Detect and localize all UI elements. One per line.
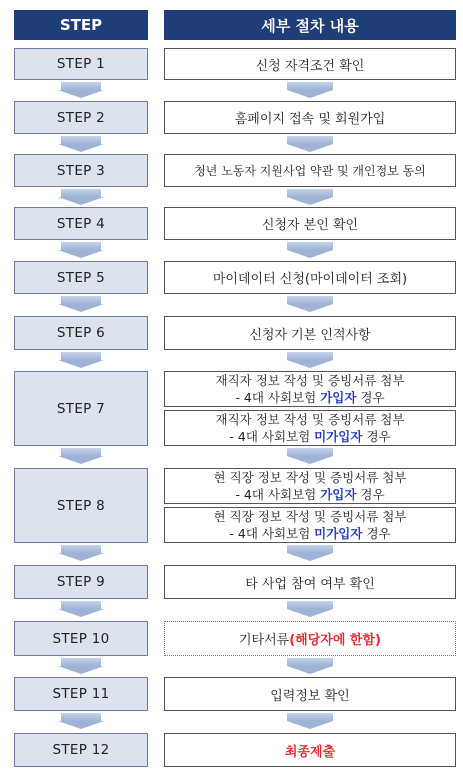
down-arrow-icon [287,448,333,456]
step-5-desc: 마이데이터 신청(마이데이터 조회) [164,261,456,294]
insured-highlight: 가입자 [320,487,357,502]
down-arrow-icon [287,82,333,90]
step-8-desc-insured [164,468,456,504]
down-arrow-head-icon [287,553,333,561]
down-arrow-head-icon [287,304,333,312]
down-arrow-head-icon [58,721,104,729]
down-arrow-head-icon [287,721,333,729]
step-7-desc-insured [164,371,456,407]
down-arrow-icon [287,136,333,144]
step-7-desc-insured-line1: 재직자 정보 작성 및 증빙서류 첨부 [215,373,405,388]
down-arrow-head-icon [287,144,333,152]
down-arrow-head-icon [287,90,333,98]
down-arrow-icon [287,352,333,360]
step-9-label: STEP 9 [14,565,148,599]
uninsured-highlight: 미가입자 [314,526,363,541]
down-arrow-head-icon [58,250,104,258]
insured-prefix: - 4대 사회보험 [235,487,321,502]
uninsured-suffix: 경우 [362,429,391,444]
down-arrow-icon [61,242,101,250]
step-8-desc-uninsured [164,507,456,543]
down-arrow-icon [61,296,101,304]
step-8-desc-insured-line1: 현 직장 정보 작성 및 증빙서류 첨부 [213,470,407,485]
step-10-desc [164,621,456,656]
step-2-desc: 홈페이지 접속 및 회원가입 [164,101,456,134]
detail-column-header: 세부 절차 내용 [164,10,456,40]
step-column-header: STEP [14,10,148,40]
step-8-desc-uninsured-line2 [229,525,390,542]
step-11-desc: 입력정보 확인 [164,677,456,711]
step-11-label: STEP 11 [14,677,148,711]
down-arrow-icon [287,242,333,250]
step-10-label: STEP 10 [14,621,148,656]
down-arrow-head-icon [58,456,104,464]
uninsured-prefix: - 4대 사회보험 [229,526,315,541]
down-arrow-icon [61,352,101,360]
down-arrow-icon [287,658,333,666]
step-8-desc-uninsured-line1: 현 직장 정보 작성 및 증빙서류 첨부 [213,509,407,524]
step-1-label: STEP 1 [14,48,148,80]
step-12-desc-highlight: 최종제출 [284,744,336,760]
step-7-desc-uninsured-line2 [229,428,390,445]
step-5-label: STEP 5 [14,261,148,294]
step-6-label: STEP 6 [14,316,148,350]
down-arrow-head-icon [58,360,104,368]
insured-suffix: 경우 [356,487,385,502]
down-arrow-head-icon [58,144,104,152]
down-arrow-icon [287,189,333,197]
step-7-label: STEP 7 [14,371,148,446]
step-6-desc: 신청자 기본 인적사항 [164,316,456,350]
step-8-label: STEP 8 [14,468,148,543]
uninsured-suffix: 경우 [362,526,391,541]
step-12-label: STEP 12 [14,733,148,767]
step-8-desc-insured-line2 [235,486,384,503]
down-arrow-head-icon [287,609,333,617]
down-arrow-icon [61,136,101,144]
down-arrow-head-icon [287,666,333,674]
down-arrow-icon [61,658,101,666]
step-10-desc-text: 기타서류 [239,633,290,648]
step-10-desc-highlight: (해당자에 한함) [289,633,381,648]
down-arrow-head-icon [58,90,104,98]
down-arrow-head-icon [287,197,333,205]
down-arrow-icon [61,545,101,553]
insured-prefix: - 4대 사회보험 [235,390,321,405]
down-arrow-icon [287,545,333,553]
step-4-label: STEP 4 [14,207,148,240]
step-3-label: STEP 3 [14,154,148,187]
step-3-desc: 청년 노동자 지원사업 약관 및 개인정보 동의 [164,154,456,187]
step-7-desc-uninsured [164,410,456,446]
down-arrow-head-icon [58,553,104,561]
step-4-desc: 신청자 본인 확인 [164,207,456,240]
step-9-desc: 타 사업 참여 여부 확인 [164,565,456,599]
insured-suffix: 경우 [356,390,385,405]
down-arrow-icon [61,713,101,721]
down-arrow-head-icon [58,609,104,617]
step-2-label: STEP 2 [14,101,148,134]
down-arrow-head-icon [58,197,104,205]
down-arrow-icon [61,82,101,90]
down-arrow-icon [287,601,333,609]
down-arrow-head-icon [287,456,333,464]
step-12-desc [164,733,456,767]
step-7-desc-uninsured-line1: 재직자 정보 작성 및 증빙서류 첨부 [215,412,405,427]
down-arrow-head-icon [58,304,104,312]
uninsured-highlight: 미가입자 [314,429,363,444]
down-arrow-icon [287,713,333,721]
uninsured-prefix: - 4대 사회보험 [229,429,315,444]
down-arrow-icon [61,601,101,609]
step-1-desc: 신청 자격조건 확인 [164,48,456,80]
down-arrow-head-icon [287,250,333,258]
down-arrow-head-icon [58,666,104,674]
down-arrow-icon [287,296,333,304]
down-arrow-icon [61,448,101,456]
insured-highlight: 가입자 [320,390,357,405]
step-7-desc-insured-line2 [235,389,384,406]
down-arrow-icon [61,189,101,197]
down-arrow-head-icon [287,360,333,368]
